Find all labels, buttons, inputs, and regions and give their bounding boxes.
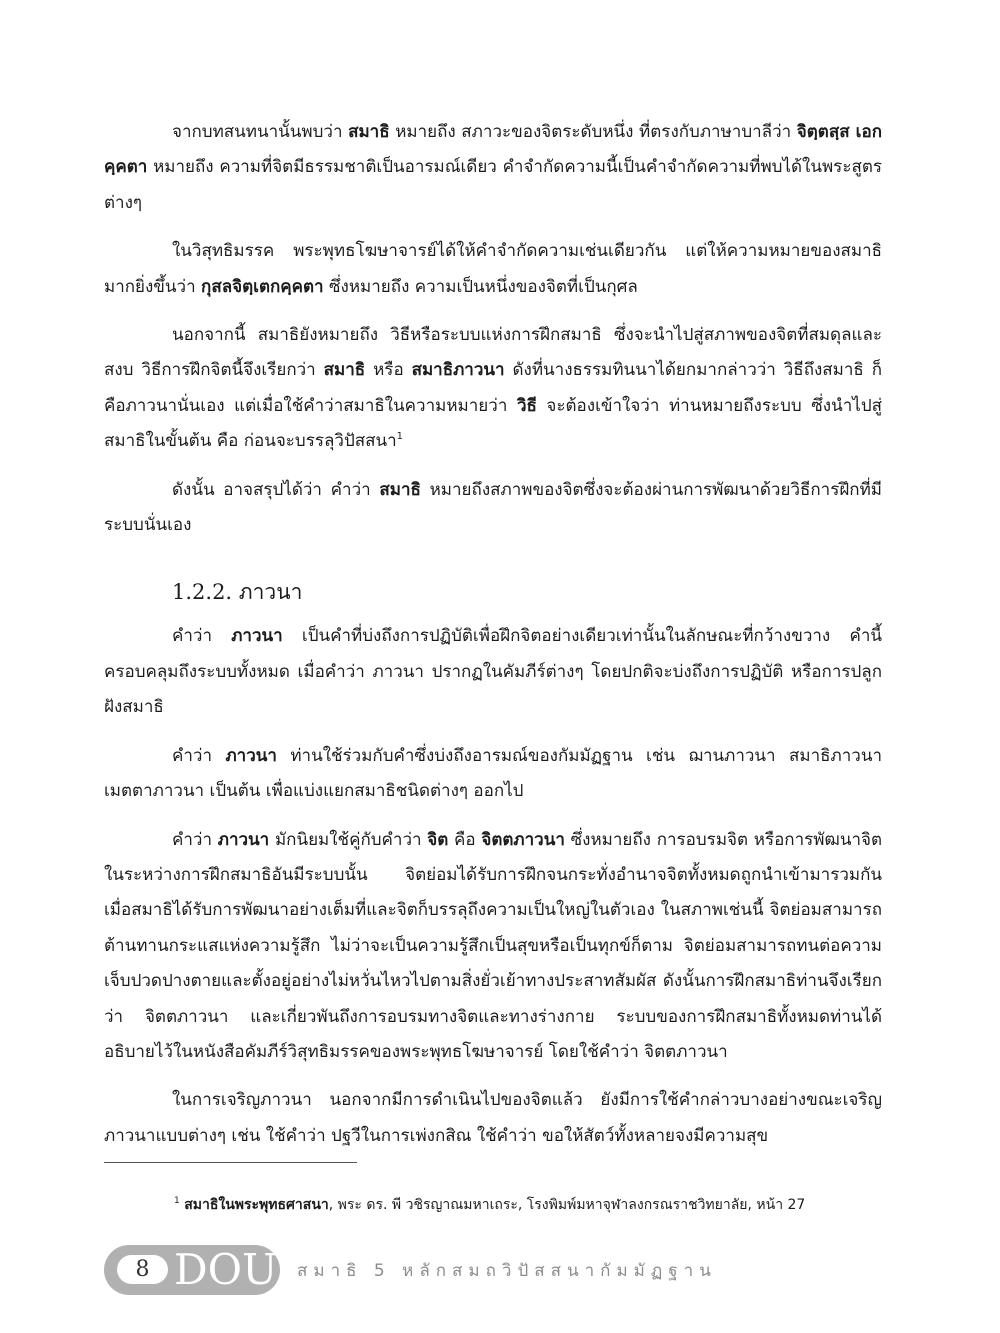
text-run: หรือ xyxy=(365,360,412,381)
bold-term: จิตฺตสฺส เอกคฺคตา xyxy=(104,122,882,178)
dou-logo: DOU xyxy=(174,1245,278,1294)
text-run: หมายถึง ความที่จิตมีธรรมชาติเป็นอารมณ์เดียว คำจำกัดความนี้เป็นคำจำกัดความที่พบได้ในพระสูตรต่างๆ xyxy=(104,157,882,213)
bold-term: กุสลจิตฺเตกคฺคตา xyxy=(201,276,324,297)
text-run: จากบทสนทนานั้นพบว่า xyxy=(172,122,349,142)
running-book-title: สมาธิ 5 หลักสมถวิปัสสนากัมมัฏฐาน xyxy=(297,1261,717,1281)
text-run: ดังที่นางธรรมทินนาได้ยกมากล่าวว่า วิธีถึงสมาธิ ก็คือภาวนานั่นเอง แต่เมื่อใช้คำว่าสมาธิในความหมายว่า xyxy=(104,360,883,416)
bold-term: ภาวนา xyxy=(217,829,270,850)
bold-term: จิตตภาวนา xyxy=(481,829,565,850)
text-run: นอกจากนี้ สมาธิยังหมายถึง วิธีหรือระบบแห่งการฝึกสมาธิ ซึ่งจะนำไปสู่สภาพของจิตที่สมดุลและสงบ วิธีการฝึกจิตนี้จึงเรียกว่า xyxy=(104,325,882,381)
bold-term: ภาวนา xyxy=(231,626,283,647)
text-run: คำว่า xyxy=(172,745,226,766)
paragraph xyxy=(104,823,882,1071)
text-run: เป็นคำที่บ่งถึงการปฏิบัติเพื่อฝึกจิตอย่างเดียวเท่านั้นในลักษณะที่กว้างขวาง คำนี้ครอบคลุมถึงระบบทั้งหมด เมื่อคำว่า ภาวนา ปรากฏในคัมภีร์ต่างๆ โดยปกติจะบ่งถึงการปฏิบัติ หรือการปลูกฝังสมาธิ xyxy=(104,626,882,718)
footer-badge xyxy=(104,1245,280,1295)
text-run: คำว่า xyxy=(172,626,232,647)
bold-term: ภาวนา xyxy=(225,745,277,766)
bold-term: สมาธิภาวนา xyxy=(411,360,505,381)
bold-term: สมาธิ xyxy=(323,360,366,381)
text-run: ซึ่งหมายถึง ความเป็นหนึ่งของจิตที่เป็นกุศล xyxy=(323,276,638,297)
paragraph xyxy=(104,739,882,810)
text-run: หมายถึง สภาวะของจิตระดับหนึ่ง ที่ตรงกับภาษาบาลีว่า xyxy=(389,122,797,142)
text-run: ดังนั้น อาจสรุปได้ว่า คำว่า xyxy=(172,479,380,500)
paragraph xyxy=(104,473,882,544)
bold-term: สมาธิ xyxy=(348,122,390,142)
paragraph xyxy=(104,115,882,221)
bold-term: วิธี xyxy=(516,395,537,416)
text-run: คำว่า xyxy=(172,829,218,850)
paragraph xyxy=(104,1083,882,1154)
text-run: ในการเจริญภาวนา นอกจากมีการดำเนินไปของจิตแล้ว ยังมีการใช้คำกล่าวบางอย่างขณะเจริญภาวนาแบบต่างๆ เช่น ใช้คำว่า ปฐวีในการเพ่งกสิณ ใช้คำว่า ขอให้สัตว์ทั้งหลายจงมีความสุข xyxy=(104,1090,882,1146)
bold-term: จิต xyxy=(427,829,449,850)
page-footer xyxy=(104,1245,804,1301)
text-run: ท่านใช้ร่วมกับคำซึ่งบ่งถึงอารมณ์ของกัมมัฏฐาน เช่น ฌานภาวนา สมาธิภาวนา เมตตาภาวนา เป็นต้น เพื่อแบ่งแยกสมาธิชนิดต่างๆ ออกไป xyxy=(104,745,882,802)
footnote-mark: 1 xyxy=(174,1196,180,1206)
paragraph xyxy=(104,318,882,460)
bold-term: สมาธิ xyxy=(379,479,421,500)
body-text xyxy=(104,115,882,1167)
footnote-source-title: สมาธิในพระพุทธศาสนา xyxy=(184,1197,329,1213)
footnote-source-details: , พระ ดร. พี วชิรญาณมหาเถระ, โรงพิมพ์มหาจุฬาลงกรณราชวิทยาลัย, หน้า 27 xyxy=(328,1197,806,1213)
section-heading: 1.2.2. ภาวนา xyxy=(172,580,303,605)
footnote-divider xyxy=(104,1162,357,1163)
text-run: หมายถึงสภาพของจิตซึ่งจะต้องผ่านการพัฒนาด้วยวิธีการฝึกที่มีระบบนั่นเอง xyxy=(104,479,882,536)
text-run: ในวิสุทธิมรรค พระพุทธโฆษาจารย์ได้ให้คำจำกัดความเช่นเดียวกัน แต่ให้ความหมายของสมาธิมากยิ่งขึ้นว่า xyxy=(104,241,882,297)
text-run: มักนิยมใช้คู่กับคำว่า xyxy=(269,829,428,850)
paragraph xyxy=(104,619,882,725)
footnote-reference: 1 xyxy=(396,431,404,443)
text-run: จะต้องเข้าใจว่า ท่านหมายถึงระบบ ซึ่งนำไปสู่สมาธิในขั้นต้น คือ ก่อนจะบรรลุวิปัสสนา xyxy=(104,395,882,452)
text-run: ซึ่งหมายถึง การอบรมจิต หรือการพัฒนาจิต ในระหว่างการฝึกสมาธิอันมีระบบนั้น จิตย่อมได้รับการฝึกจนกระทั่งอำนาจจิตทั้งหมดถูกนำเข้ามารวมกัน เมื่อสมาธิได้รับการพัฒนาอย่างเต็มที่และจิตก็บรรลุถึงความเป็นใหญ่ในตัวเอง ในสภาพเช่นนี้ จิตย่อมสามารถต้านทานกระแสแห่งความรู้สึก ไม่ว่าจะเป็นความรู้สึกเป็นสุขหรือเป็นทุกข์ก็ตาม จิตย่อมสามารถทนต่อความเจ็บปวดปางตายและตั้งอยู่อย่างไม่หวั่นไหวไปตามสิ่งยั่วเย้าทางประสาทสัมผัส ดังนั้นการฝึกสมาธิท่านจึงเรียกว่า จิตตภาวนา และเกี่ยวพันถึงการอบรมทางจิตและทางร่างกาย ระบบของการฝึกสมาธิทั้งหมดท่านได้อธิบายไว้ในหนังสือคัมภีร์วิสุทธิมรรคของพระพุทธโฆษาจารย์ โดยใช้คำว่า จิตตภาวนา xyxy=(104,829,883,1062)
paragraph xyxy=(104,234,882,305)
footnote xyxy=(174,1193,894,1217)
text-run: คือ xyxy=(448,829,482,850)
page-number: 8 xyxy=(117,1255,168,1284)
